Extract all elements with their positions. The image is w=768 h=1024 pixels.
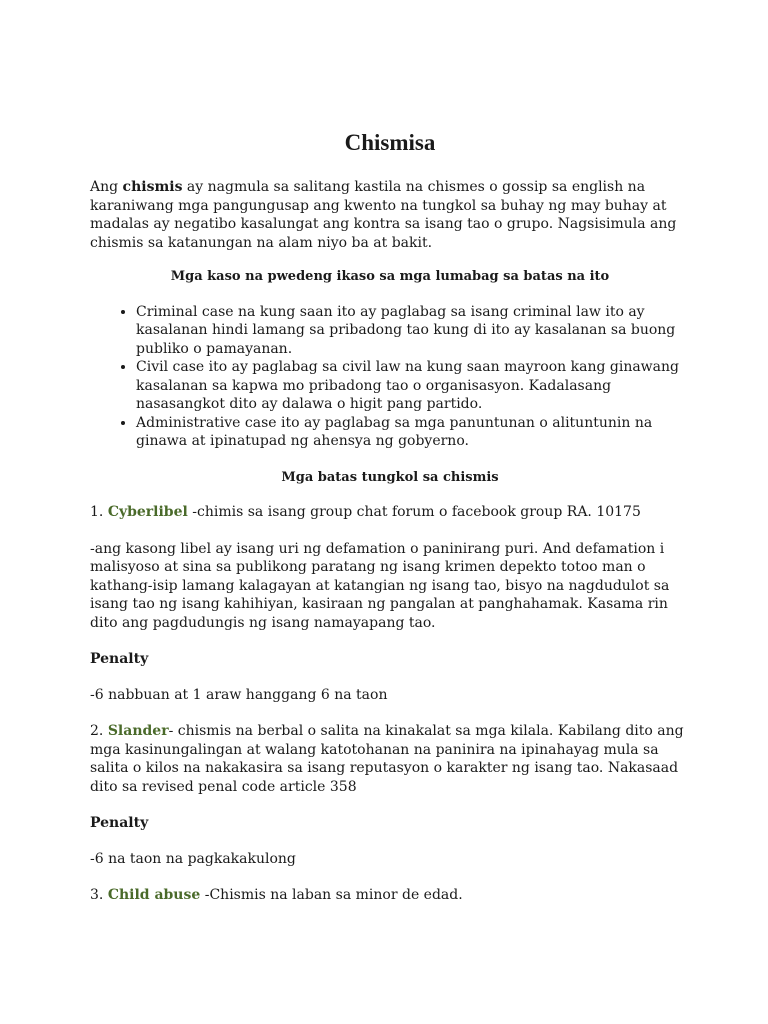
law-name: Slander (107, 723, 169, 739)
intro-keyword: chismis (122, 179, 183, 195)
cases-heading: Mga kaso na pwedeng ikaso sa mga lumabag sa batas na ito (170, 269, 610, 284)
intro-text: ay nagmula sa salitang kastila na chismes o gossip sa english na karaniwang mga pangungusap ang kwento na tungkol sa buhay ng may buhay at madalas ay negatibo kasalungat ang kontra sa isang tao o grupo. Nagsisimula ang chismis sa katanungan na alam niyo ba at bakit. (90, 179, 677, 251)
document-title: Chismisa (344, 130, 436, 155)
law-number: 3 (90, 887, 99, 903)
cyberlibel-detail: -ang kasong libel ay isang uri ng defamation o paninirang puri. And defamation i malisyoso at sina sa publikong paratang ng isang krimen depekto totoo man o kathang-isip lamang kalagayan at katangian ng isang tao, bisyo na nagdudulot sa isang tao ng isang kahihiyan, kasiraan ng pangalan at panghahamak. Kasama rin dito ang pagdudungis ng isang namayapang tao. (90, 540, 670, 631)
law-cyberlibel (90, 503, 690, 522)
intro-lead: Ang (90, 179, 123, 195)
penalty-label: Penalty (90, 815, 149, 831)
law-slander (90, 722, 690, 796)
law-number: 2. (90, 723, 108, 739)
law-child-abuse (90, 886, 690, 905)
laws-heading: Mga batas tungkol sa chismis (281, 469, 499, 485)
law-number: 1. (90, 504, 108, 520)
document-page (90, 128, 690, 923)
list-item: • Civil case ito ay paglabag sa civil law na kung saan mayroon kang ginawang kasalanan sa kapwa mo pribadong tao o organisasyon. Kadalasang nasasangkot dito ay dalawa o higit pang partido. (136, 358, 690, 414)
law-separator: . (98, 887, 108, 903)
penalty-value: -6 na taon na pagkakakulong (90, 850, 296, 867)
list-item: • Administrative case ito ay paglabag sa mga panuntunan o alituntunin na ginawa at ipinatupad ng ahensya ng gobyerno. (136, 414, 690, 451)
law-name: Cyberlibel (107, 504, 188, 520)
law-desc: -Chismis na laban sa minor de edad. (200, 887, 463, 903)
list-item: • Criminal case na kung saan ito ay paglabag sa isang criminal law ito ay kasalanan hindi lamang sa pribadong tao kung di ito ay kasalanan sa buong publiko o pamayanan. (136, 303, 690, 359)
law-desc: -chimis sa isang group chat forum o facebook group RA. 10175 (187, 504, 641, 520)
cases-list (90, 303, 690, 451)
penalty-label: Penalty (90, 651, 149, 667)
law-name: Child abuse (107, 887, 201, 903)
intro-paragraph (90, 178, 690, 252)
law-desc: - chismis na berbal o salita na kinakalat sa mga kilala. Kabilang dito ang mga kasinungalingan at walang katotohanan na paninira na ipinahayag mula sa salita o kilos na nakakasira sa isang reputasyon o karakter ng isang tao. Nakasaad dito sa revised penal code article 358 (90, 723, 684, 795)
penalty-value: -6 nabbuan at 1 araw hanggang 6 na taon (90, 686, 388, 703)
